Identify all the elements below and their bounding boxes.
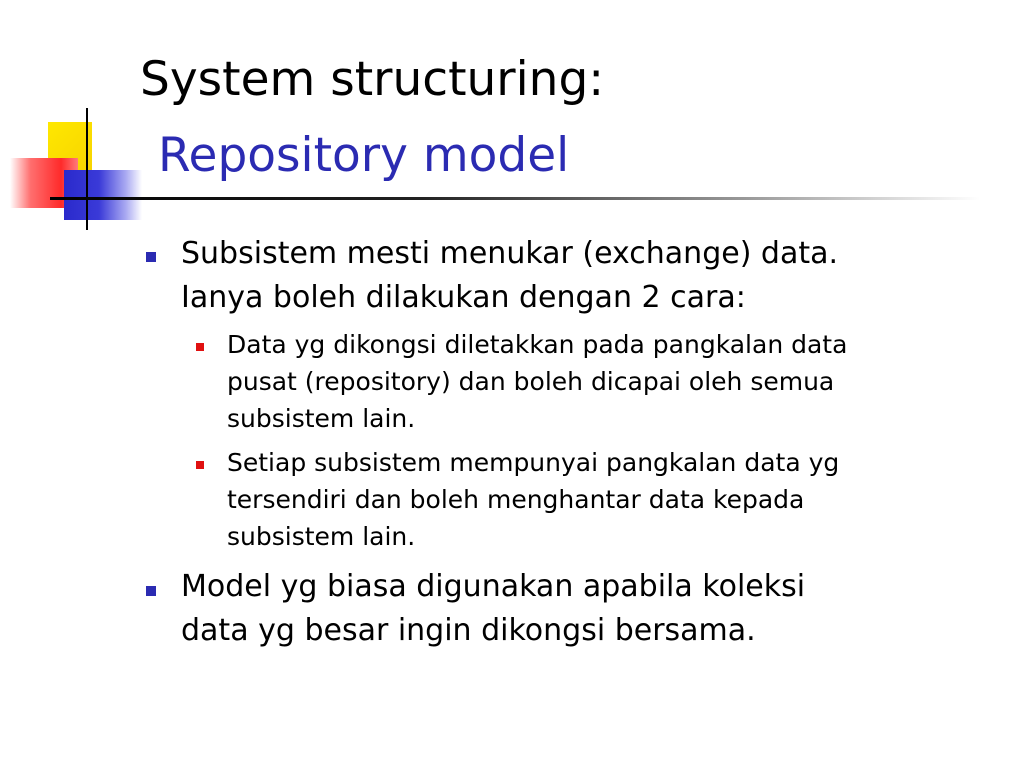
sub-bullet-item: [227, 444, 987, 555]
sub-bullet-text-line: tersendiri dan boleh menghantar data kepada: [227, 485, 805, 514]
bullet-text-line: Model yg biasa digunakan apabila koleksi: [181, 569, 806, 604]
slide-title: System structuring:: [140, 52, 605, 107]
sub-bullet-text-line: subsistem lain.: [227, 404, 416, 433]
slide-subtitle: Repository model: [158, 128, 570, 183]
sub-bullet-item: [227, 326, 987, 437]
blue-square-bullet-icon: [146, 586, 156, 596]
bullet-item: [181, 232, 981, 320]
red-square-bullet-icon: [196, 343, 204, 351]
bullet-text-line: data yg besar ingin dikongsi bersama.: [181, 613, 756, 648]
bullet-item: [181, 565, 981, 653]
red-square-bullet-icon: [196, 461, 204, 469]
sub-bullet-text-line: Data yg dikongsi diletakkan pada pangkalan data: [227, 330, 848, 359]
bullet-text-line: Ianya boleh dilakukan dengan 2 cara:: [181, 280, 746, 315]
sub-bullet-text-line: subsistem lain.: [227, 522, 416, 551]
blue-square-bullet-icon: [146, 252, 156, 262]
bullet-text-line: Subsistem mesti menukar (exchange) data.: [181, 236, 839, 271]
sub-bullet-text-line: pusat (repository) dan boleh dicapai oleh semua: [227, 367, 835, 396]
sub-bullet-text-line: Setiap subsistem mempunyai pangkalan data yg: [227, 448, 840, 477]
